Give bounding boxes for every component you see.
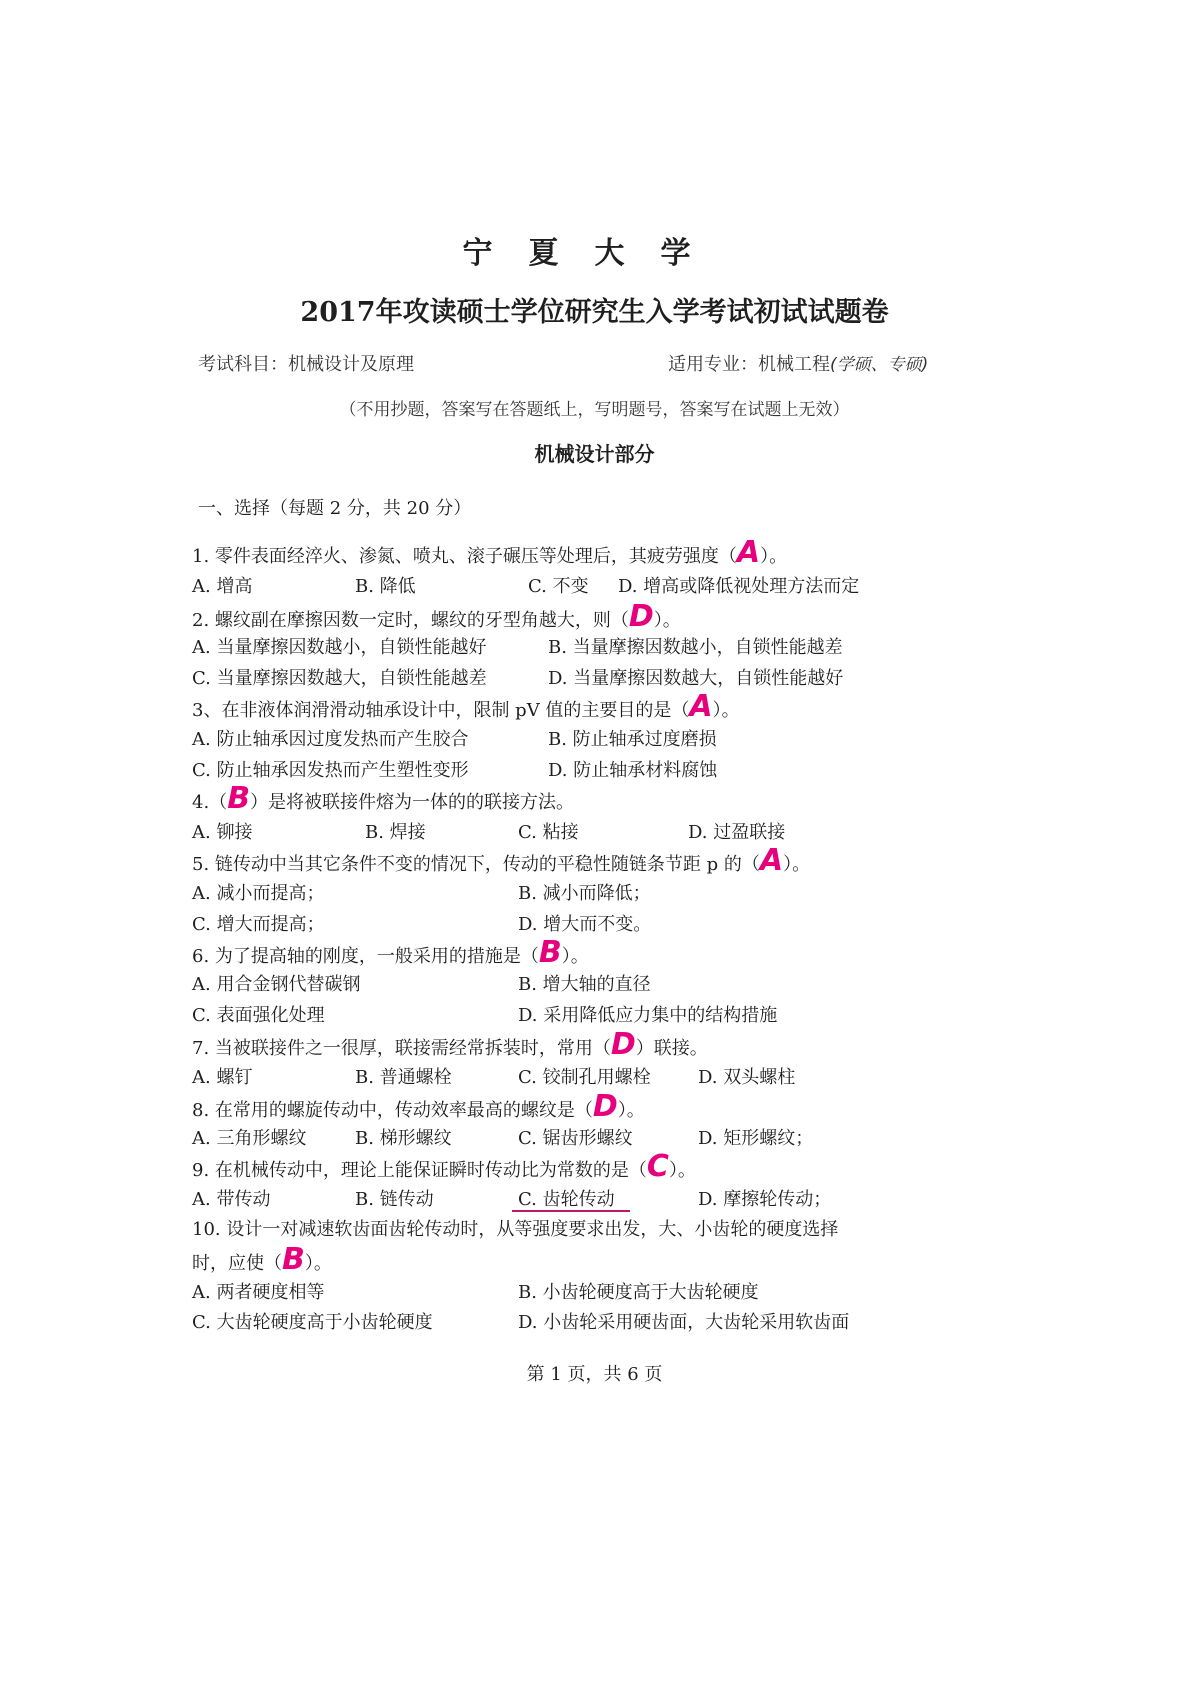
handwritten-answer: B: [282, 1242, 305, 1277]
option-6a: A. 用合金钢代替碳钢: [192, 974, 361, 995]
question-stem: 时，应使（: [192, 1253, 282, 1274]
option-1c: C. 不变: [528, 576, 589, 597]
question-4: [192, 781, 575, 816]
major-label: 适用专业：机械工程: [668, 354, 830, 375]
exam-subject: 考试科目：机械设计及原理: [198, 354, 414, 375]
option-2d: D. 当量摩擦因数越大，自锁性能越好: [548, 668, 844, 689]
university-title: 宁夏大学: [462, 236, 727, 271]
handwritten-answer: A: [736, 535, 761, 570]
handwritten-answer: D: [592, 1089, 618, 1124]
option-9c: C. 齿轮传动: [518, 1189, 615, 1210]
question-stem-end: ）是将被联接件熔为一体的的联接方法。: [250, 792, 575, 813]
option-2c: C. 当量摩擦因数越大，自锁性能越差: [192, 668, 487, 689]
option-7b: B. 普通螺栓: [355, 1067, 452, 1088]
option-10b: B. 小齿轮硬度高于大齿轮硬度: [518, 1282, 759, 1303]
question-8: [192, 1089, 645, 1124]
option-4c: C. 粘接: [518, 822, 579, 843]
exam-notice: （不用抄题，答案写在答题纸上，写明题号，答案写在试题上无效）: [339, 400, 850, 420]
option-8b: B. 梯形螺纹: [355, 1128, 452, 1149]
question-stem: 8. 在常用的螺旋传动中，传动效率最高的螺纹是（: [192, 1100, 593, 1121]
question-7: [192, 1027, 708, 1062]
question-6: [192, 935, 589, 970]
option-1b: B. 降低: [355, 576, 416, 597]
option-4d: D. 过盈联接: [688, 822, 786, 843]
option-4a: A. 铆接: [192, 822, 253, 843]
question-stem: 2. 螺纹副在摩擦因数一定时，螺纹的牙型角越大，则（: [192, 610, 629, 631]
question-2: [192, 599, 681, 634]
applicable-major: [668, 350, 928, 376]
question-10-cont: [192, 1242, 332, 1277]
handwritten-answer: D: [628, 599, 654, 634]
option-6c: C. 表面强化处理: [192, 1005, 325, 1026]
handwritten-answer: B: [538, 935, 562, 970]
exam-title: 2017年攻读硕士学位研究生入学考试初试试题卷: [300, 297, 889, 328]
option-1a: A. 增高: [192, 576, 253, 597]
major-handwritten-note: (学硕、专硕): [830, 355, 929, 375]
question-10: 10. 设计一对减速软齿面齿轮传动时，从等强度要求出发，大、小齿轮的硬度选择: [192, 1219, 839, 1240]
handwritten-answer: C: [646, 1149, 669, 1184]
option-3a: A. 防止轴承因过度发热而产生胶合: [192, 729, 469, 750]
page-footer: 第 1 页，共 6 页: [526, 1364, 663, 1385]
option-10d: D. 小齿轮采用硬齿面，大齿轮采用软齿面: [518, 1312, 850, 1333]
question-stem-end: ）。: [617, 1100, 645, 1121]
option-5d: D. 增大而不变。: [518, 914, 652, 935]
section-title: 一、选择（每题 2 分，共 20 分）: [198, 498, 472, 519]
option-5c: C. 增大而提高；: [192, 914, 325, 935]
question-stem-end: ）。: [304, 1253, 332, 1274]
option-9b: B. 链传动: [355, 1189, 434, 1210]
question-9: [192, 1149, 696, 1184]
option-5b: B. 减小而降低；: [518, 883, 651, 904]
option-7d: D. 双头螺柱: [698, 1067, 796, 1088]
option-3b: B. 防止轴承过度磨损: [548, 729, 717, 750]
option-10c: C. 大齿轮硬度高于小齿轮硬度: [192, 1312, 433, 1333]
option-10a: A. 两者硬度相等: [192, 1282, 325, 1303]
question-stem: 3、在非液体润滑滑动轴承设计中，限制 pV 值的主要目的是（: [192, 700, 690, 721]
part-title: 机械设计部分: [534, 442, 655, 466]
question-stem-end: ）联接。: [635, 1038, 708, 1059]
handwritten-answer: A: [689, 689, 713, 724]
question-stem-end: ）。: [668, 1160, 696, 1181]
option-2a: A. 当量摩擦因数越小，自锁性能越好: [192, 637, 487, 658]
option-4b: B. 焊接: [365, 822, 426, 843]
option-6d: D. 采用降低应力集中的结构措施: [518, 1005, 778, 1026]
question-stem: 5. 链传动中当其它条件不变的情况下，传动的平稳性随链条节距 p 的（: [192, 854, 760, 875]
option-2b: B. 当量摩擦因数越小，自锁性能越差: [548, 637, 843, 658]
option-8d: D. 矩形螺纹；: [698, 1128, 814, 1149]
option-6b: B. 增大轴的直径: [518, 974, 651, 995]
question-stem-end: ）。: [783, 854, 811, 875]
question-stem: 7. 当被联接件之一很厚，联接需经常拆装时，常用（: [192, 1038, 611, 1059]
option-3d: D. 防止轴承材料腐蚀: [548, 760, 718, 781]
option-3c: C. 防止轴承因发热而产生塑性变形: [192, 760, 469, 781]
question-stem-end: ）。: [712, 700, 740, 721]
handwritten-answer: B: [227, 781, 251, 816]
option-9d: D. 摩擦轮传动；: [698, 1189, 832, 1210]
handwritten-answer: A: [759, 843, 784, 878]
option-5a: A. 减小而提高；: [192, 883, 325, 904]
option-7a: A. 螺钉: [192, 1067, 253, 1088]
question-stem: 4.（: [192, 792, 228, 813]
question-stem: 9. 在机械传动中，理论上能保证瞬时传动比为常数的是（: [192, 1160, 647, 1181]
question-1: [192, 535, 788, 570]
handwritten-answer: D: [610, 1027, 636, 1062]
option-7c: C. 铰制孔用螺栓: [518, 1067, 651, 1088]
question-stem-end: ）。: [653, 610, 681, 631]
option-8c: C. 锯齿形螺纹: [518, 1128, 633, 1149]
question-stem: 6. 为了提高轴的刚度，一般采用的措施是（: [192, 946, 539, 967]
option-9a: A. 带传动: [192, 1189, 271, 1210]
handwritten-underline: [512, 1210, 630, 1212]
option-1d: D. 增高或降低视处理方法而定: [618, 576, 860, 597]
question-stem: 1. 零件表面经淬火、渗氮、喷丸、滚子碾压等处理后，其疲劳强度（: [192, 546, 737, 567]
option-8a: A. 三角形螺纹: [192, 1128, 307, 1149]
question-stem-end: ）。: [760, 546, 788, 567]
question-5: [192, 843, 811, 878]
question-3: [192, 689, 740, 724]
question-stem-end: ）。: [561, 946, 589, 967]
